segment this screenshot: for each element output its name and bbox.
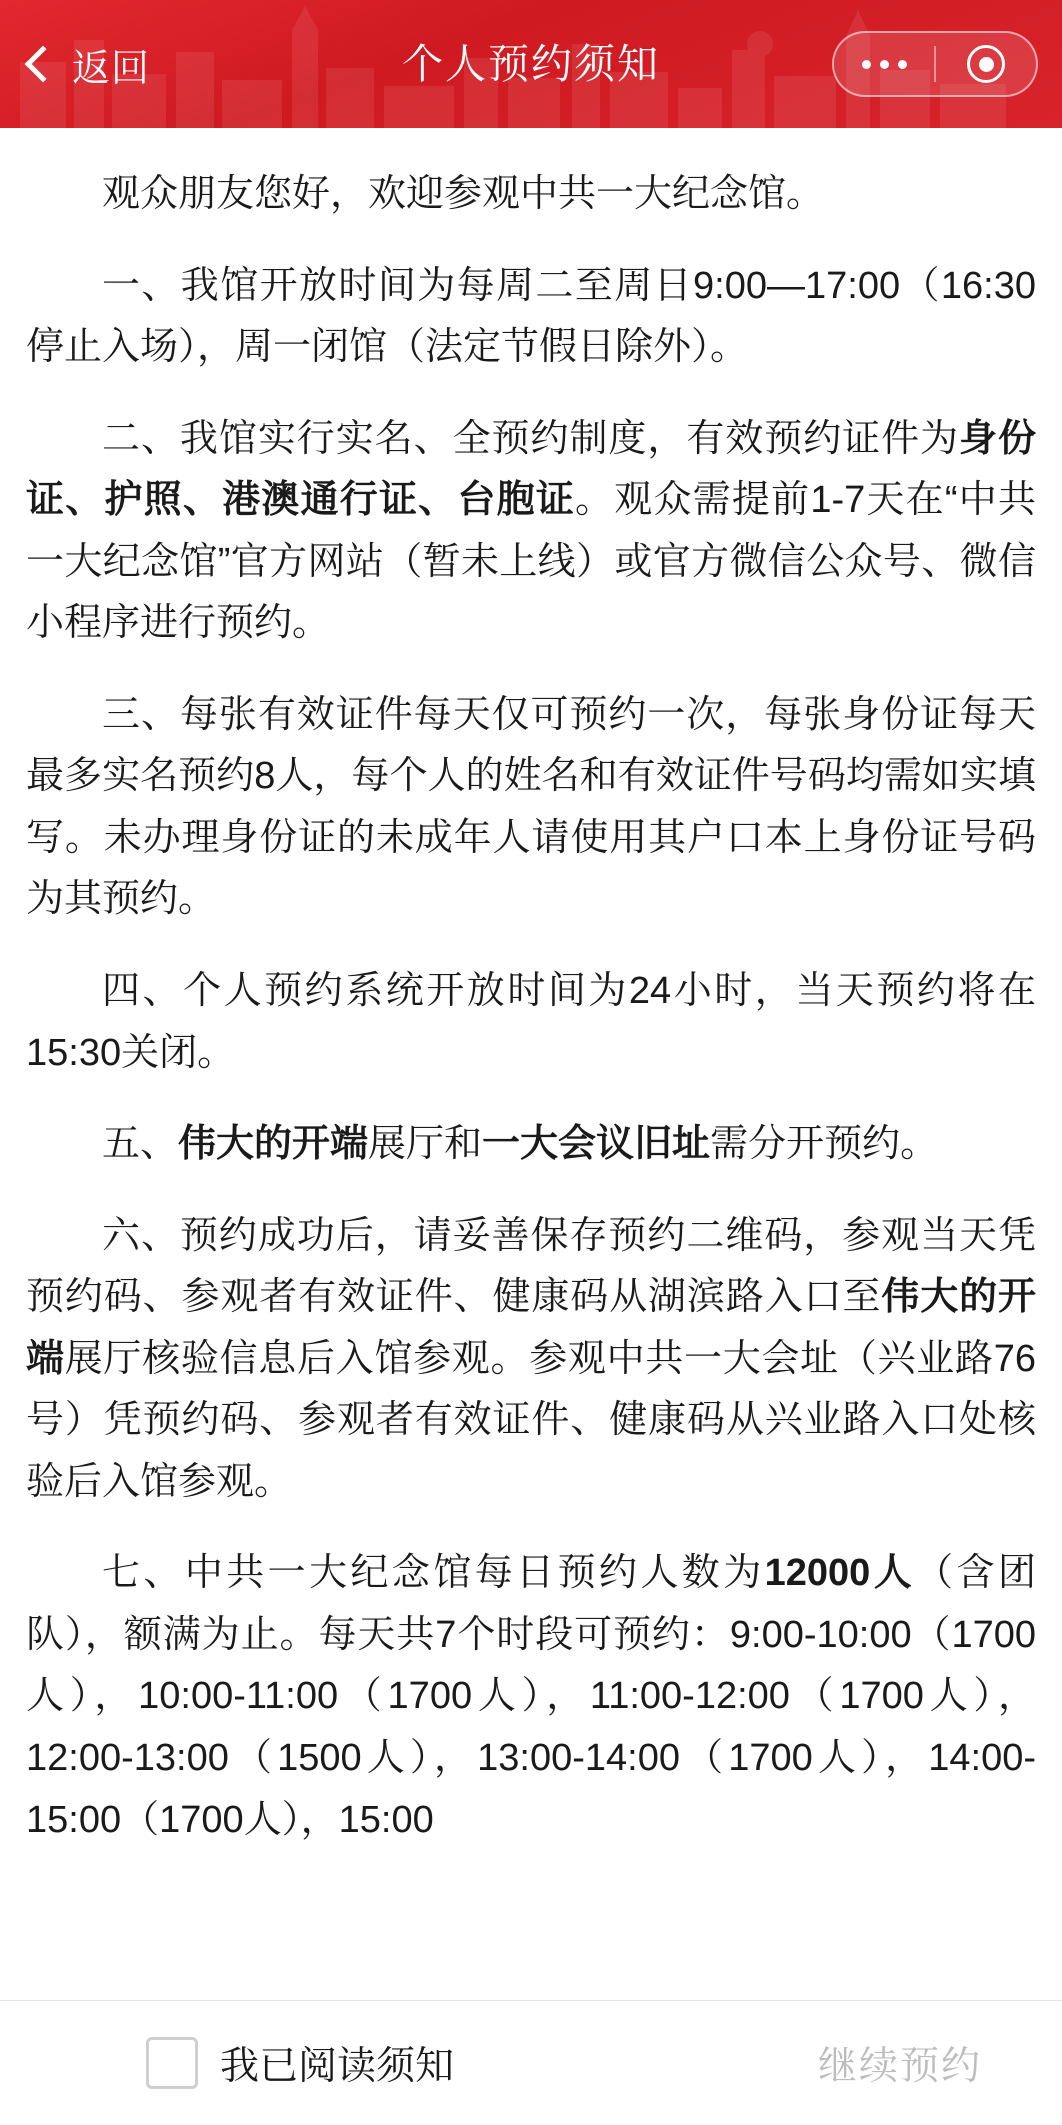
body-text: 七、中共一大纪念馆每日预约人数为	[102, 1552, 765, 1595]
notice-paragraph	[26, 685, 1036, 931]
notice-paragraph	[26, 256, 1036, 379]
content-fade-overlay	[0, 1940, 1062, 2000]
agree-label: 我已阅读须知	[220, 2045, 455, 2088]
emphasis-text: 伟大的开端	[178, 1123, 369, 1166]
body-text: 一、我馆开放时间为每周二至周日9:00—17:00（16:30停止入场），周一闭馆（法定节假日除外）。	[26, 264, 1036, 369]
back-button-label: 返回	[72, 47, 151, 90]
notice-content[interactable]	[0, 128, 1062, 2000]
notice-paragraph	[26, 1206, 1036, 1514]
body-text: 。观众需提前1-7天在“中共一大纪念馆”官方网站（暂未上线）或官方微信公众号、微信小程序进行预约。	[26, 479, 1036, 645]
agree-checkbox[interactable]	[146, 2037, 198, 2089]
notice-paragraph	[26, 961, 1036, 1084]
body-text: 二、我馆实行实名、全预约制度，有效预约证件为	[102, 417, 960, 460]
emphasis-text: 伟大的开端	[26, 1276, 1036, 1380]
body-text: 展厅核验信息后入馆参观。参观中共一大会址（兴业路76号）凭预约码、参观者有效证件、健康码从兴业路入口处核验后入馆参观。	[26, 1337, 1036, 1503]
continue-booking-button[interactable]: 继续预约	[817, 2045, 982, 2088]
back-button[interactable]	[22, 37, 150, 92]
chevron-left-icon	[25, 46, 62, 83]
miniprogram-capsule[interactable]	[832, 31, 1038, 97]
body-text: 三、每张有效证件每天仅可预约一次，每张身份证每天最多实名预约8人，每个人的姓名和有效证件号码均需如实填写。未办理身份证的未成年人请使用其户口本上身份证号码为其预约。	[26, 693, 1036, 921]
notice-paragraph	[26, 409, 1036, 655]
body-text: （含团队），额满为止。每天共7个时段可预约：9:00-10:00（1700人），10:00-11:00（1700人），11:00-12:00（1700人），12:00-13:00（1500人），13:00-14:00（1700人），14:00-15:00（1700人），15:00	[26, 1552, 1036, 1841]
notice-paragraph	[26, 1114, 1036, 1176]
emphasis-text: 一大会议旧址	[482, 1123, 711, 1166]
page-title: 个人预约须知	[402, 41, 660, 87]
emphasis-text: 身份证、护照、港澳通行证、台胞证	[26, 417, 1036, 522]
agree-checkbox-row[interactable]	[146, 2035, 454, 2091]
notice-paragraph	[26, 164, 1036, 226]
emphasis-text: 12000人	[764, 1552, 916, 1595]
more-dots-icon[interactable]	[834, 60, 934, 69]
body-text: 需分开预约。	[710, 1123, 939, 1166]
body-text: 六、预约成功后，请妥善保存预约二维码，参观当天凭预约码、参观者有效证件、健康码从湖滨路入口至	[26, 1214, 1036, 1319]
target-circle-icon[interactable]	[936, 45, 1036, 83]
body-text: 四、个人预约系统开放时间为24小时，当天预约将在15:30关闭。	[26, 970, 1036, 1074]
body-text: 展厅和	[368, 1123, 483, 1166]
body-text: 五、	[102, 1123, 179, 1166]
notice-paragraph	[26, 1543, 1036, 1851]
body-text: 观众朋友您好，欢迎参观中共一大纪念馆。	[102, 173, 825, 215]
footer-bar	[0, 2000, 1062, 2125]
app-header	[0, 0, 1062, 128]
